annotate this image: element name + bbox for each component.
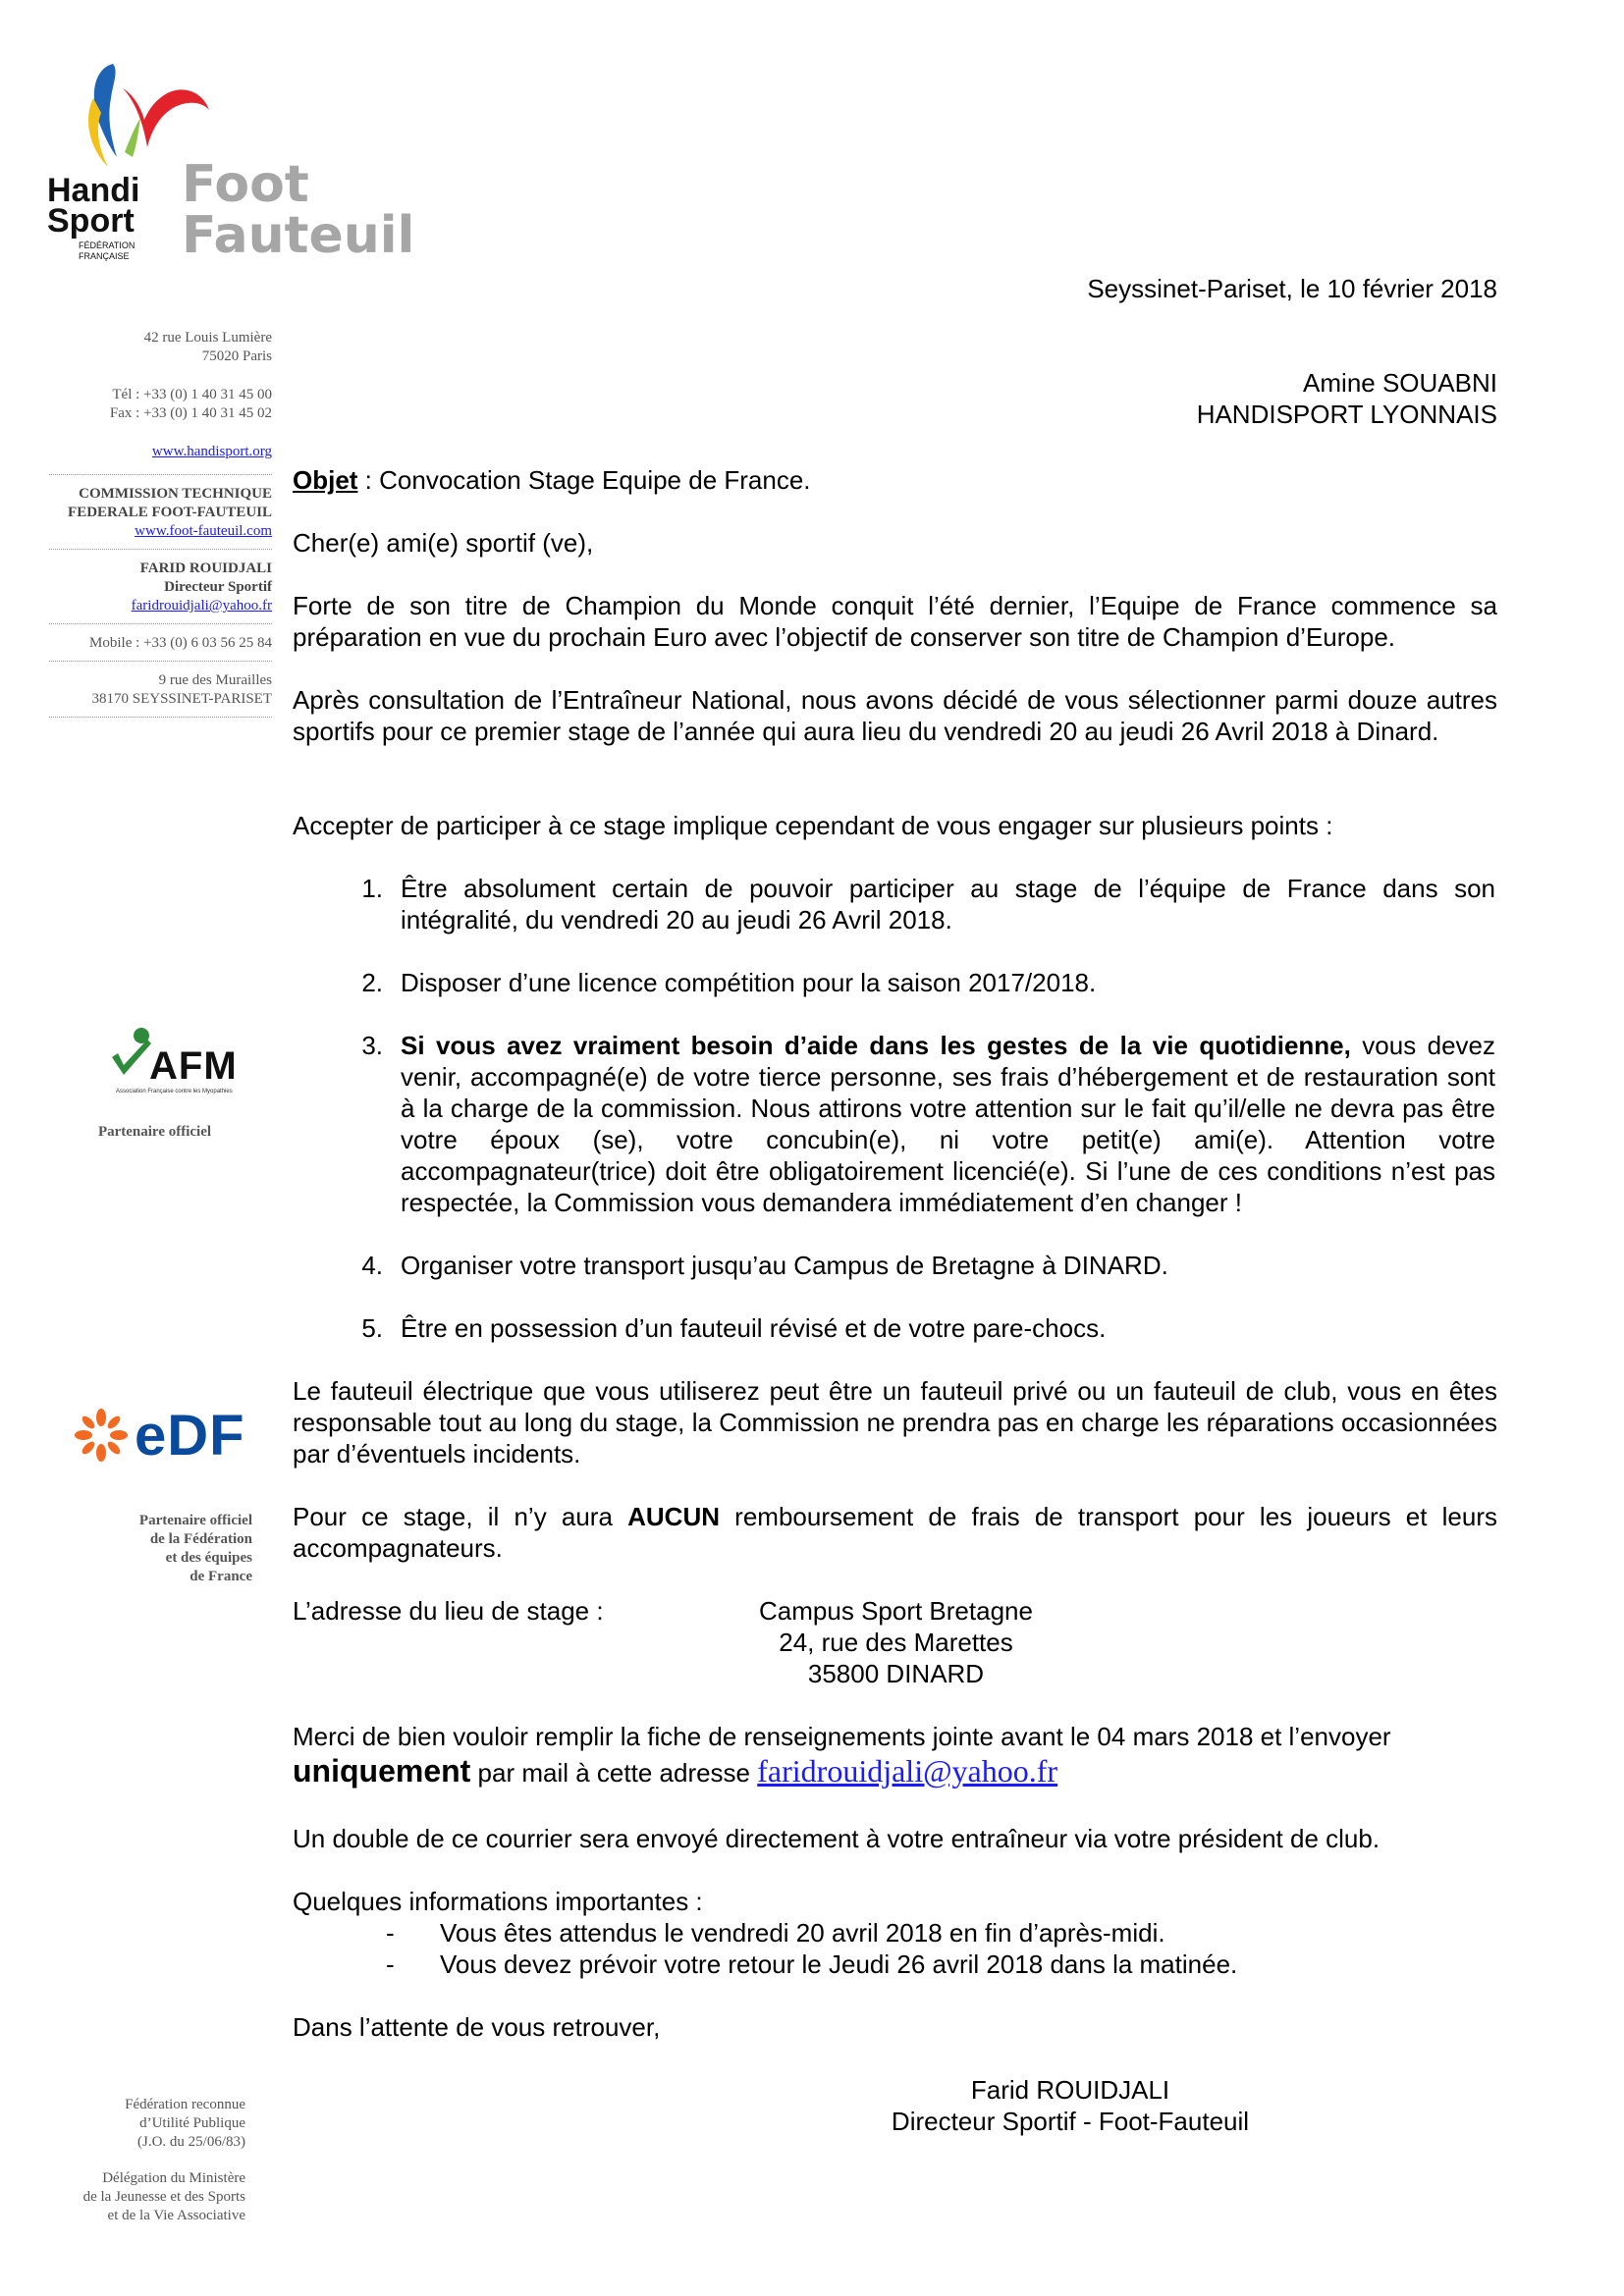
edf-text: eDF: [135, 1404, 245, 1468]
list-item-number: 1.: [361, 874, 383, 903]
list-item-text: [401, 1030, 1495, 1218]
info-item-text: Vous êtes attendus le vendredi 20 avril 2018 en fin d’après-midi.: [440, 1918, 1165, 1948]
edf-caption: [20, 1512, 252, 1586]
mobile: Mobile : +33 (0) 6 03 56 25 84: [89, 635, 272, 651]
signature: [825, 2074, 1316, 2137]
afm-text: AFM: [149, 1044, 238, 1088]
email-link[interactable]: faridrouidjali@yahoo.fr: [757, 1753, 1058, 1789]
sidebar: [20, 329, 272, 718]
list-item-text: Être en possession d’un fauteuil révisé et de votre pare-chocs.: [401, 1313, 1107, 1343]
info-title: Quelques informations importantes :: [293, 1887, 703, 1916]
venue-label: L’adresse du lieu de stage :: [293, 1596, 604, 1626]
footer2-line3: et de la Vie Associative: [107, 2208, 245, 2223]
tel: Tél : +33 (0) 1 40 31 45 00: [112, 387, 272, 402]
list-item-text: Organiser votre transport jusqu’au Campus de Bretagne à DINARD.: [401, 1251, 1168, 1280]
footer1-line1: Fédération reconnue: [125, 2097, 245, 2112]
address-line1: 42 rue Louis Lumière: [143, 330, 272, 346]
edf-flower-icon: [74, 1408, 129, 1463]
place-date: Seyssinet-Pariset, le 10 février 2018: [1087, 274, 1497, 303]
list-item-number: 5.: [361, 1313, 383, 1343]
paragraph-6: [293, 1721, 1500, 1791]
venue-address: [687, 1595, 1105, 1689]
paragraph-4: Le fauteuil électrique que vous utiliserez peut être un fauteuil privé ou un fauteuil de club, vous en êtes responsable tout au long du stage, la Commission ne prendra pas en charge les réparations occasionnées par d’éventuels incidents.: [293, 1376, 1497, 1468]
recipient-club: HANDISPORT LYONNAIS: [1196, 400, 1497, 429]
closing: Dans l’attente de vous retrouver,: [293, 2012, 661, 2042]
paragraph-5: [293, 1501, 1497, 1564]
list-item-text: Disposer d’une licence compétition pour la saison 2017/2018.: [401, 968, 1097, 997]
commission-line2: FEDERALE FOOT-FAUTEUIL: [68, 505, 272, 520]
paragraph-5-b: remboursement de frais de transport pour les joueurs et leurs accompagnateurs.: [293, 1502, 1497, 1563]
commission-line1: COMMISSION TECHNIQUE: [79, 486, 272, 502]
list-item-number: 2.: [361, 968, 383, 997]
edf-caption-line1: Partenaire officiel: [138, 1513, 252, 1528]
contact-address-line2: 38170 SEYSSINET-PARISET: [91, 691, 272, 707]
contact-email-link[interactable]: faridrouidjali@yahoo.fr: [131, 598, 272, 614]
subject: [293, 464, 1500, 496]
info-list: - Vous êtes attendus le vendredi 20 avril 2018 en fin d’après-midi. - Vous devez prévoir votre retour le Jeudi 26 avril 2018 dans la matinée.: [386, 1918, 1238, 1979]
sidebar-footer: [20, 2096, 245, 2225]
edf-caption-line2: de la Fédération: [149, 1531, 252, 1547]
engagement-list: [293, 873, 1500, 1344]
handi-text: Handi: [47, 172, 140, 209]
list-item-number: 3.: [361, 1031, 383, 1060]
paragraph-5-bold: AUCUN: [627, 1502, 720, 1531]
afm-caption: Partenaire officiel: [97, 1124, 212, 1140]
commission-site-link[interactable]: www.foot-fauteuil.com: [135, 523, 272, 539]
edf-logo: [74, 1404, 270, 1472]
paragraph-7: Un double de ce courrier sera envoyé directement à votre entraîneur via votre président de club.: [293, 1824, 1380, 1853]
sport-text: Sport: [47, 202, 135, 240]
contact-role: Directeur Sportif: [164, 579, 272, 595]
foot-text: Foot: [182, 155, 309, 214]
fax: Fax : +33 (0) 1 40 31 45 02: [109, 405, 272, 421]
federation-text: FÉDÉRATION: [79, 240, 135, 250]
list-item-bold: Si vous avez vraiment besoin d’aide dans les gestes de la vie quotidienne,: [401, 1031, 1351, 1060]
footer1-line3: (J.O. du 25/06/83): [137, 2134, 245, 2150]
edf-caption-line4: de France: [189, 1569, 252, 1584]
list-item-text: Être absolument certain de pouvoir participer au stage de l’équipe de France dans son intégralité, du vendredi 20 au jeudi 26 Avril 2018.: [401, 874, 1495, 934]
contact-name: FARID ROUIDJALI: [139, 561, 272, 576]
paragraph-6-b: par mail à cette adresse: [470, 1758, 758, 1788]
venue-line1: Campus Sport Bretagne: [759, 1596, 1033, 1626]
afm-logo: [108, 1026, 255, 1109]
footer2-line1: Délégation du Ministère: [102, 2170, 245, 2186]
footer2-line2: de la Jeunesse et des Sports: [82, 2189, 245, 2205]
contact-address-line1: 9 rue des Murailles: [158, 672, 272, 688]
website-link[interactable]: www.handisport.org: [151, 444, 272, 459]
recipient-name: Amine SOUABNI: [1303, 368, 1497, 398]
subject-label: Objet: [293, 465, 358, 495]
info-item-text: Vous devez prévoir votre retour le Jeudi 26 avril 2018 dans la matinée.: [440, 1949, 1238, 1979]
fauteuil-text: Fauteuil: [182, 206, 415, 265]
address-line2: 75020 Paris: [201, 348, 272, 364]
footer1-line2: d’Utilité Publique: [139, 2115, 245, 2131]
recipient: [589, 367, 1497, 430]
greeting: Cher(e) ami(e) sportif (ve),: [293, 528, 594, 558]
list-item-number: 4.: [361, 1251, 383, 1280]
subject-text: : Convocation Stage Equipe de France.: [357, 465, 811, 495]
paragraph-2: Après consultation de l’Entraîneur National, nous avons décidé de vous sélectionner parmi douze autres sportifs pour ce premier stage de l’année qui aura lieu du vendredi 20 au jeudi 26 Avril 2018 à Dinard.: [293, 685, 1497, 746]
edf-caption-line3: et des équipes: [165, 1550, 252, 1566]
venue-line2: 24, rue des Marettes: [779, 1628, 1013, 1657]
venue-line3: 35800 DINARD: [807, 1659, 985, 1688]
afm-subtext: Association Française contre les Myopathies: [116, 1089, 233, 1095]
signature-title: Directeur Sportif - Foot-Fauteuil: [891, 2107, 1250, 2136]
paragraph-1: Forte de son titre de Champion du Monde conquit l’été dernier, l’Equipe de France commence sa préparation en vue du prochain Euro avec l’objectif de conserver son titre de Champion d’Europe.: [293, 591, 1497, 652]
paragraph-6-line1: Merci de bien vouloir remplir la fiche de renseignements jointe avant le 04 mars 2018 et l’envoyer: [293, 1722, 1391, 1751]
signature-name: Farid ROUIDJALI: [970, 2075, 1170, 2105]
handisport-logo: [39, 59, 415, 270]
paragraph-5-a: Pour ce stage, il n’y aura: [293, 1502, 628, 1531]
paragraph-6-bold: uniquement: [293, 1753, 471, 1789]
list-item-rest: vous devez venir, accompagné(e) de votre tierce personne, ses frais d’hébergement et de restauration sont à la charge de la commission. Nous attirons votre attention sur le fait qu’il/elle ne devra pas être votre époux (se), votre concubin(e), ni votre petit(e) ami(e). Attention votre accompagnateur(trice) doit être obligatoirement licencié(e). Si l’une de ces conditions n’est pas respectée, la Commission vous demandera immédiatement d’en changer !: [401, 1031, 1495, 1217]
paragraph-3: Accepter de participer à ce stage implique cependant de vous engager sur plusieurs points :: [293, 811, 1333, 840]
francaise-text: FRANÇAISE: [79, 251, 130, 261]
